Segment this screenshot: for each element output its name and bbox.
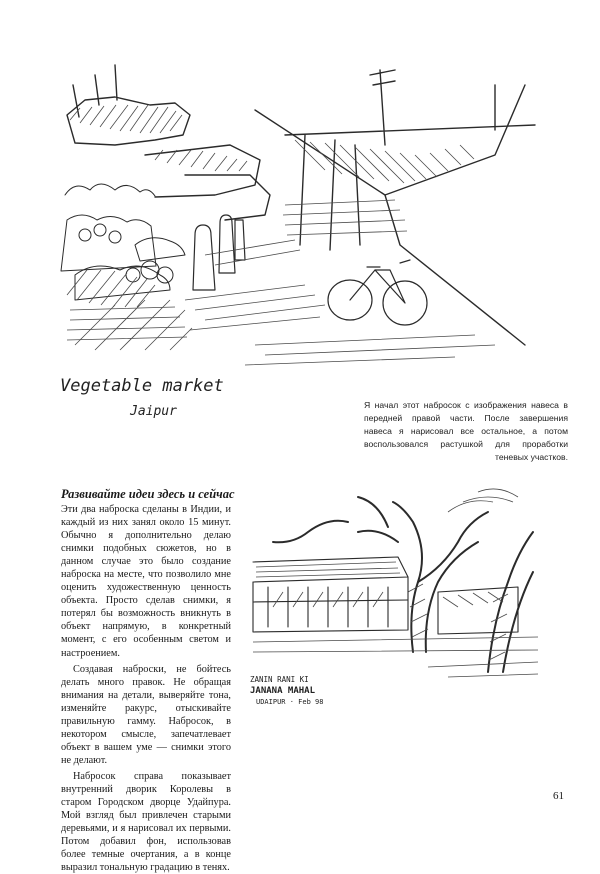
- vegetable-market-sketch: [55, 45, 555, 420]
- market-location-label: Jaipur: [130, 404, 177, 419]
- paragraph: Создавая наброски, не бойтесь делать много правок. Не обращая внимания на детали, выверяйте тона, изменяйте ракурс, отыскивайте правильную гамму. Набросок, в некотором смысле, запечатлевает объект в вашем уме — снимки этого не делают.: [61, 663, 231, 766]
- paragraph: Набросок справа показывает внутренний дворик Королевы в старом Городском дворце Удайпура. Мой взгляд был привлечен старыми деревьями, и я нарисовал их первыми. Потом добавил фон, использовав более темные очертания, а в конце выразил тональную градацию в тенях.: [61, 770, 231, 874]
- courtyard-label-line2: JANANA MAHAL: [250, 686, 316, 696]
- courtyard-label-line1: ZANIN RANI KI: [250, 675, 309, 684]
- paragraph: Эти два наброска сделаны в Индии, и каждый из них занял около 15 минут. Обычно я дополнительно делаю снимки подобных сюжетов, но в данном случае это было создание наброска на месте, что позволило мне оценить художественную ценность объекта. Просто сделав снимки, я потерял бы возможность вникнуть в объект напрямую, в конкретный момент, с его особенным светом и настроением.: [61, 504, 231, 659]
- section-heading: Развивайте идеи здесь и сейчас: [61, 487, 235, 501]
- article-body: [61, 503, 231, 874]
- courtyard-label-line3: UDAIPUR · Feb 98: [256, 698, 324, 706]
- market-label: Vegetable market: [60, 376, 224, 396]
- sketch-caption: Я начал этот набросок с изображения навеса в передней правой части. После завершения навеса я нарисовал все остальное, а потом воспользовался растушкой для проработки теневых участков.: [364, 400, 568, 462]
- page-number: 61: [553, 790, 564, 802]
- courtyard-sketch: [248, 482, 543, 712]
